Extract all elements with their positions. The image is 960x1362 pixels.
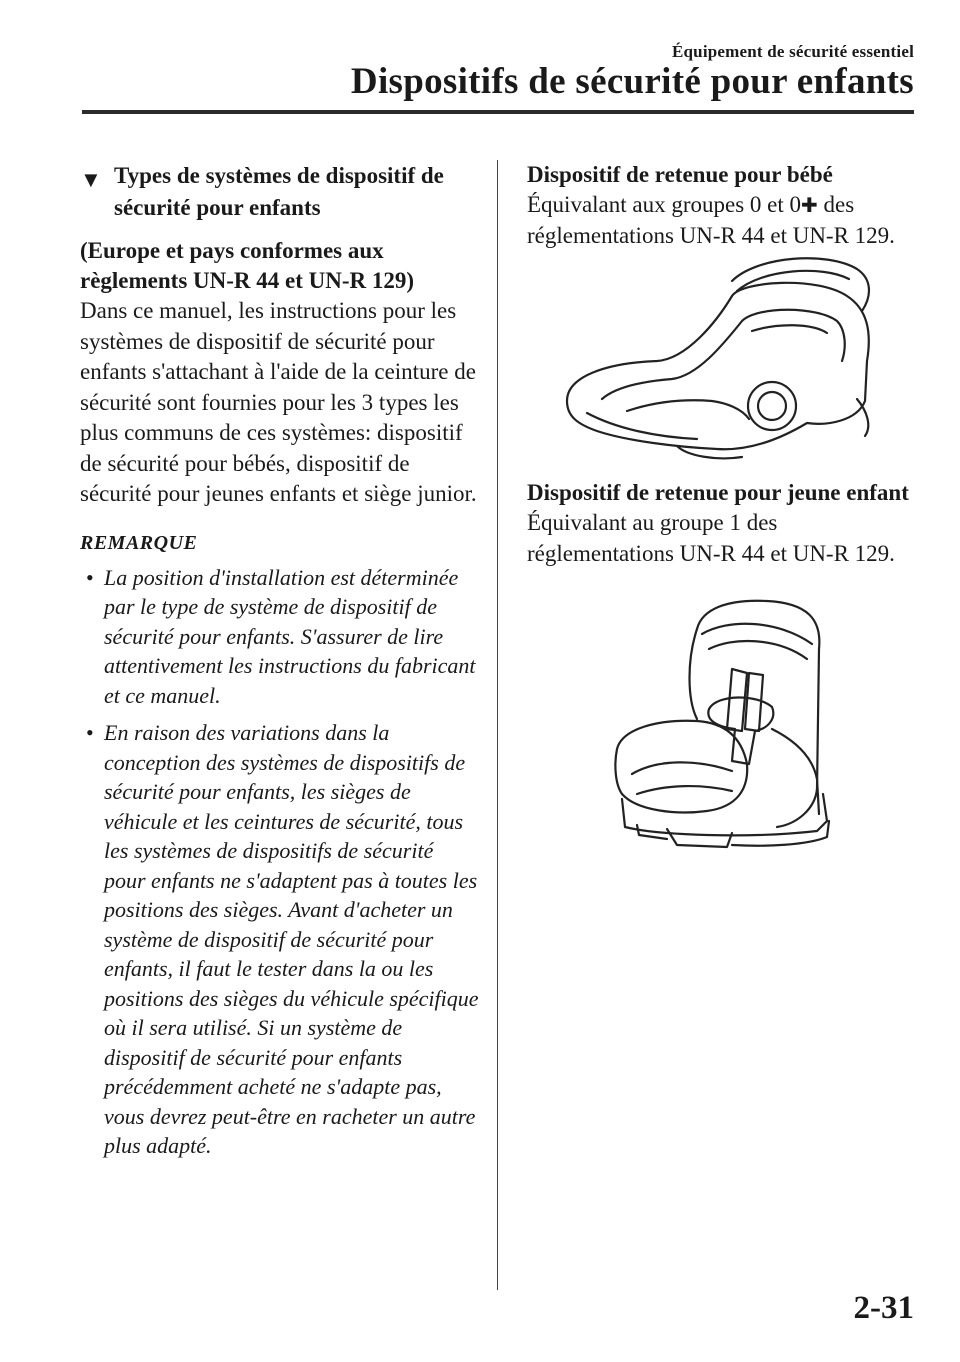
triangle-down-icon: ▼ [80, 167, 102, 192]
note-item [80, 563, 480, 711]
infant-car-seat-illustration [527, 251, 927, 466]
bullet-icon: • [86, 564, 94, 590]
plus-icon: ✚ [801, 193, 818, 217]
note-title: REMARQUE [80, 531, 198, 554]
intro-paragraph: Dans ce manuel, les instructions pour les systèmes de dispositif de sécurité pour enfants s'attachant à l'aide de la ceinture de sécurité sont fournies pour les 3 types les plus communs de ces systèmes: dispositif de sécurité pour bébés, dispositif de sécurité pour jeunes enfants et siège junior. [80, 298, 477, 506]
left-column [80, 160, 480, 1161]
infant-desc-part-b: des réglementations UN-R 44 et UN-R 129. [527, 192, 895, 248]
infant-restraint-desc [527, 190, 927, 251]
section-heading [80, 160, 480, 224]
page-number: 2-31 [853, 1290, 914, 1326]
child-car-seat-illustration [527, 589, 927, 874]
child-restraint-desc: Équivalant au groupe 1 des réglementations UN-R 44 et UN-R 129. [527, 510, 895, 566]
region-subheading: (Europe et pays conformes aux règlements UN-R 44 et UN-R 129) [80, 238, 415, 293]
note-text: En raison des variations dans la conception des systèmes de dispositifs de sécurité pour enfants, les sièges de véhicule et les ceintures de sécurité, tous les systèmes de dispositifs de sécurité pour enfants ne s'adaptent pas à toutes les positions des sièges. Avant d'acheter un système de dispositif de sécurité pour enfants, il faut le tester dans la ou les positions des sièges du véhicule spécifique où il sera utilisé. Si un système de dispositif de sécurité pour enfants précédemment acheté ne s'adapte pas, vous devrez peut-être en racheter un autre plus adapté. [104, 720, 479, 1158]
child-restraint-title: Dispositif de retenue pour jeune enfant [527, 480, 909, 505]
section-label: Équipement de sécurité essentiel [671, 42, 914, 61]
page-title: Dispositifs de sécurité pour enfants [350, 61, 914, 102]
column-divider [497, 160, 498, 1290]
infant-restraint-title: Dispositif de retenue pour bébé [527, 162, 833, 187]
bullet-icon: • [86, 720, 94, 745]
infant-desc-part-a: Équivalant aux groupes 0 et 0 [527, 192, 802, 217]
header-divider [82, 110, 914, 114]
note-item [80, 718, 480, 1161]
right-column [527, 160, 927, 874]
section-heading-text: Types de systèmes de dispositif de sécurité pour enfants [114, 163, 444, 220]
note-text: La position d'installation est déterminée par le type de système de dispositif de sécurité pour enfants. S'assurer de lire attentivement les instructions du fabricant et ce manuel. [104, 564, 476, 708]
